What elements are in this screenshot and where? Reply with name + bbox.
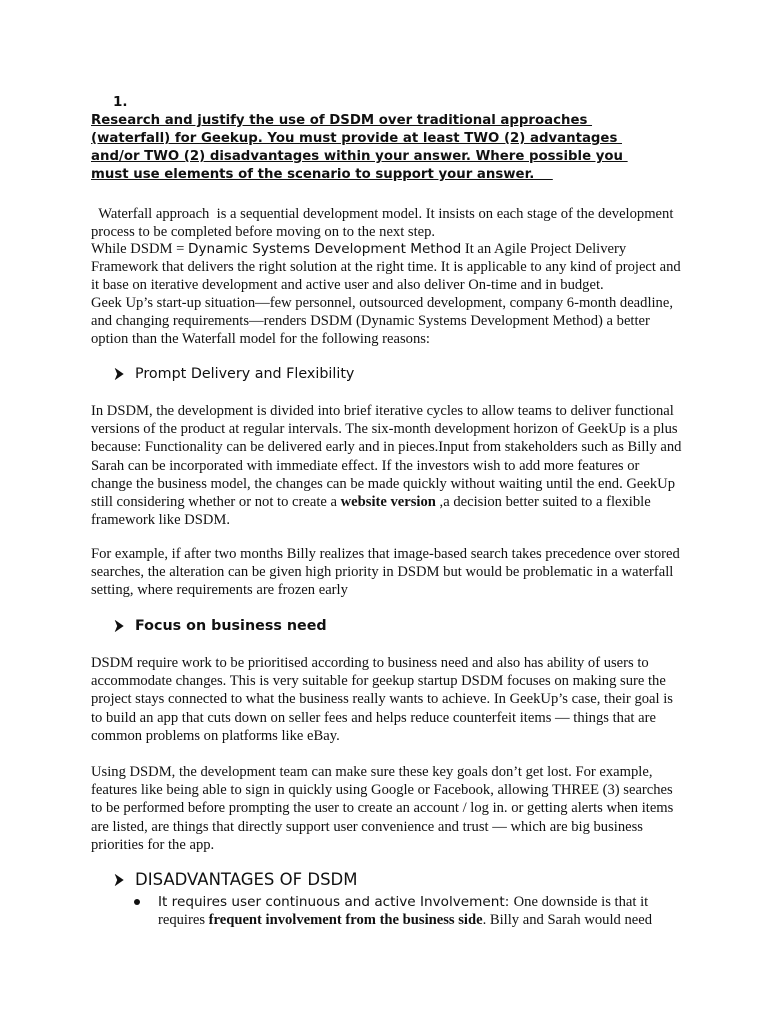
dsdm-prefix: While DSDM = — [91, 241, 189, 257]
prompt-paragraph-1 — [91, 402, 683, 529]
website-version-emphasis: website version — [340, 494, 436, 511]
dsdm-description: It an Agile Project Delivery Framework that delivers the right solution at the right time. It is applicable to any kind of project and it base on iterative development and active user and also deliver On-time and in budget. — [91, 241, 681, 294]
list-item-emphasis: frequent involvement from the business side — [208, 912, 483, 929]
arrow-right-icon — [114, 874, 124, 886]
list-item-body: One downside is that it requires — [158, 894, 649, 929]
prompt-example-text: For example, if after two months Billy realizes that image-based search takes precedence over stored searches, the alteration can be given high priority in DSDM but would be problematic in a waterfall setting, where requirements are frozen early — [91, 546, 680, 599]
section-heading-label: Focus on business need — [135, 618, 327, 634]
focus-example-text: Using DSDM, the development team can make sure these key goals don’t get lost. For example, features like being able to sign in quickly using Google or Facebook, allowing THREE (3) searches to be performed before prompting the user to create an account / log in. or getting alerts when items are listed, are things that directly support user convenience and trust — which are big business priorities for the app. — [91, 764, 674, 853]
focus-text: DSDM require work to be prioritised according to business need and also has ability of users to accommodate changes. This is very suitable for geekup startup DSDM focuses on making sure the project stays connected to what the business really wants to achieve. In GeekUp’s case, their goal is to build an app that cuts down on seller fees and helps reduce counterfeit items — things that are common problems on platforms like eBay. — [91, 655, 673, 744]
waterfall-paragraph — [91, 205, 683, 241]
prompt-text-end: ,a decision better suited to a flexible framework like DSDM. — [91, 494, 651, 529]
waterfall-text: Waterfall approach is a sequential development model. It insists on each stage of the development process to be completed before moving on to the next step. — [91, 206, 678, 241]
geekup-text: Geek Up’s start-up situation—few personnel, outsourced development, company 6-month deadline, and changing requirements—renders DSDM (Dynamic Systems Development Method) a better option than the Waterfall model for the following reasons: — [91, 295, 673, 348]
arrow-right-icon — [114, 368, 124, 380]
focus-paragraph-2 — [91, 763, 683, 854]
dsdm-paragraph — [91, 240, 683, 295]
arrow-right-icon — [114, 620, 124, 632]
bullet-dot-icon — [134, 899, 140, 905]
list-item-label: It requires user continuous and active Involvement: — [158, 894, 514, 910]
section-heading-focus — [114, 618, 327, 634]
list-item-body-end: . Billy and Sarah would need — [482, 912, 652, 929]
section-heading-label: DISADVANTAGES OF DSDM — [135, 870, 358, 889]
question-line: Research and justify the use of DSDM over traditional approaches — [91, 113, 593, 128]
section-heading-label: Prompt Delivery and Flexibility — [135, 366, 355, 382]
list-item-text — [158, 893, 678, 929]
dsdm-name: Dynamic Systems Development Method — [188, 241, 462, 257]
prompt-paragraph-2 — [91, 545, 683, 600]
geekup-paragraph — [91, 294, 683, 349]
question-line: must use elements of the scenario to support your answer. — [91, 167, 553, 182]
section-heading-prompt — [114, 366, 354, 382]
question-line: and/or TWO (2) disadvantages within your answer. Where possible you — [91, 149, 628, 164]
question-text — [91, 112, 671, 184]
question-number: 1. — [113, 94, 128, 110]
question-line: (waterfall) for Geekup. You must provide at least TWO (2) advantages — [91, 131, 622, 146]
focus-paragraph-1 — [91, 654, 683, 745]
prompt-text: In DSDM, the development is divided into brief iterative cycles to allow teams to deliver functional versions of the product at regular intervals. The six-month development horizon of GeekUp is a plus because: Functionality can be delivered early and in pieces.Input from stakeholders such as Billy and Sarah can be incorporated with immediate effect. If the investors wish to add more features or change the business model, the changes can be made quickly without waiting until the end. GeekUp still considering whether or not to create a — [91, 403, 682, 511]
section-heading-disadvantages — [114, 870, 357, 889]
